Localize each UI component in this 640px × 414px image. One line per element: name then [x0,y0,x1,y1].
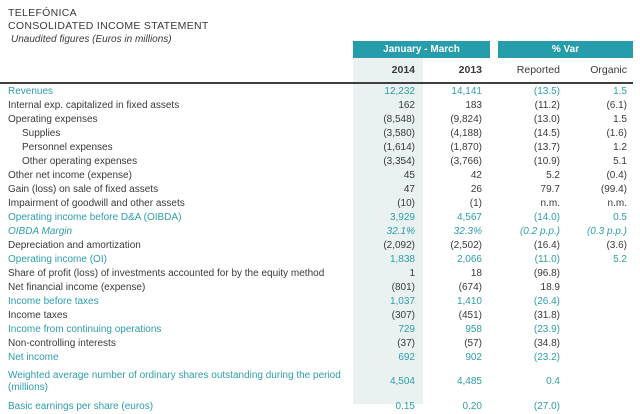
cell-2014: 47 [403,184,415,195]
cell-2014: (3,354) [383,156,415,167]
table-row [0,211,633,225]
table-row [0,281,633,295]
cell-2013: 4,567 [456,212,482,223]
cell-reported: 5.2 [546,170,560,181]
row-label: Revenues [8,86,54,97]
cell-2013: (2,502) [450,240,482,251]
cell-reported: (0.2 p.p.) [519,226,560,237]
cell-2014: (1,614) [383,142,415,153]
table-row [0,183,633,197]
cell-reported: (11.2) [534,100,560,111]
cell-2014: (801) [391,282,415,293]
cell-organic: (3.6) [606,240,627,251]
table-row [0,99,633,113]
row-label: Operating expenses [8,114,98,125]
table-row [0,351,633,365]
cell-2013: (1,870) [450,142,482,153]
cell-organic: 1.5 [613,86,627,97]
cell-2014: (2,092) [383,240,415,251]
cell-2014: 12,232 [384,86,415,97]
table-row [0,337,633,351]
cell-2014: 1,838 [389,254,415,265]
row-label: Operating income before D&A (OIBDA) [8,212,182,223]
row-label: Share of profit (loss) of investments accounted for by the equity method [8,268,325,279]
column-header-2014: 2014 [391,64,415,76]
row-label: Other operating expenses [22,156,138,167]
cell-reported: (23.9) [533,324,560,335]
table-row [0,239,633,253]
cell-2014: 0.15 [395,400,415,412]
cell-reported: 79.7 [540,184,560,195]
cell-2013: 42 [470,170,482,181]
cell-2013: 183 [465,100,482,111]
cell-2013: 26 [470,184,482,195]
cell-2014: 3,929 [389,212,415,223]
cell-organic: 1.5 [613,114,627,125]
table-row [0,85,633,99]
cell-2013: (57) [464,338,482,349]
table-row [0,197,633,211]
row-label: Operating income (OI) [8,254,107,265]
cell-2013: (674) [458,282,482,293]
cell-reported: (26.4) [533,296,560,307]
cell-reported: (23.2) [533,352,560,363]
cell-reported: (96.8) [533,268,560,279]
cell-2014: 32.1% [386,226,415,237]
cell-reported: (13.7) [533,142,560,153]
table-row [0,295,633,309]
table-row [0,309,633,323]
table-row [0,225,633,239]
cell-organic: 5.1 [613,156,627,167]
table-row [0,399,633,414]
document-header [8,7,209,46]
cell-2013: 32.3% [453,226,482,237]
table-row [0,267,633,281]
row-label: Impairment of goodwill and other assets [8,198,185,209]
row-label: Basic earnings per share (euros) [8,400,154,412]
cell-organic: (6.1) [606,100,627,111]
cell-reported: (13.5) [533,86,560,97]
cell-2013: 2,066 [456,254,482,265]
cell-organic: (1.6) [606,128,627,139]
header-divider-rule [0,82,633,84]
cell-2013: 1,410 [456,296,482,307]
cell-reported: (14.5) [533,128,560,139]
cell-2013: 14,141 [451,86,482,97]
row-label: Other net income (expense) [8,170,132,181]
cell-reported: 0.4 [546,376,560,387]
table-row [0,169,633,183]
table-row [0,127,633,141]
document-subtitle: Unaudited figures (Euros in millions) [11,34,172,45]
cell-reported: (34.8) [533,338,560,349]
table-row [0,113,633,127]
row-label: Income taxes [8,310,68,321]
row-label: Depreciation and amortization [8,240,141,251]
row-label: Non-controlling interests [8,338,116,349]
cell-2014: 692 [398,352,415,363]
cell-reported: 18.9 [540,282,560,293]
cell-2013: (4,188) [450,128,482,139]
cell-organic: 0.5 [613,212,627,223]
row-label: Income before taxes [8,296,99,307]
cell-organic: (99.4) [600,184,627,195]
cell-2014: 1 [409,268,415,279]
column-header-organic: Organic [590,64,627,76]
variation-group-banner: % Var [498,41,633,58]
cell-2013: (451) [458,310,482,321]
cell-organic: (0.4) [606,170,627,181]
cell-reported: (27.0) [533,400,560,412]
cell-2014: (10) [397,198,415,209]
document-title: CONSOLIDATED INCOME STATEMENT [8,20,209,32]
row-label: Net financial income (expense) [8,282,146,293]
cell-2014: (307) [391,310,415,321]
table-row [0,323,633,337]
cell-2013: 4,485 [456,376,482,387]
cell-reported: (31.8) [533,310,560,321]
cell-reported: (16.4) [533,240,560,251]
cell-2014: 162 [398,100,415,111]
table-row [0,253,633,267]
cell-organic: 1.2 [613,142,627,153]
cell-2014: (3,580) [383,128,415,139]
column-header-2013: 2013 [458,64,482,76]
cell-2014: 4,504 [389,376,415,387]
cell-2013: 958 [465,324,482,335]
cell-2013: 902 [465,352,482,363]
table-row [0,369,633,395]
cell-reported: (11.0) [534,254,560,265]
company-name: TELEFÓNICA [8,7,77,19]
column-header-row [0,58,633,82]
cell-reported: n.m. [540,198,560,209]
row-label: Weighted average number of ordinary shares outstanding during the period (millions) [8,370,341,393]
cell-2014: 45 [403,170,415,181]
cell-reported: (14.0) [533,212,560,223]
row-label: OIBDA Margin [8,226,73,237]
cell-organic: n.m. [607,198,627,209]
cell-2013: (3,766) [450,156,482,167]
row-label: Personnel expenses [22,142,113,153]
cell-2013: (9,824) [450,114,482,125]
table-row [0,141,633,155]
row-label: Internal exp. capitalized in fixed assets [8,100,180,111]
row-label: Income from continuing operations [8,324,162,335]
cell-2013: 18 [470,268,482,279]
cell-2014: 729 [398,324,415,335]
cell-2013: 0.20 [462,400,482,412]
cell-reported: (10.9) [533,156,560,167]
cell-organic: 5.2 [613,254,627,265]
cell-2014: (37) [397,338,415,349]
cell-2014: (8,548) [383,114,415,125]
row-label: Net income [8,352,59,363]
table-body [0,85,633,414]
cell-reported: (13.0) [533,114,560,125]
column-header-reported: Reported [516,64,560,76]
row-label: Supplies [22,128,61,139]
row-label: Gain (loss) on sale of fixed assets [8,184,159,195]
cell-2013: (1) [469,198,482,209]
table-row [0,155,633,169]
cell-organic: (0.3 p.p.) [586,226,627,237]
period-group-banner: January - March [353,41,490,58]
cell-2014: 1,037 [389,296,415,307]
